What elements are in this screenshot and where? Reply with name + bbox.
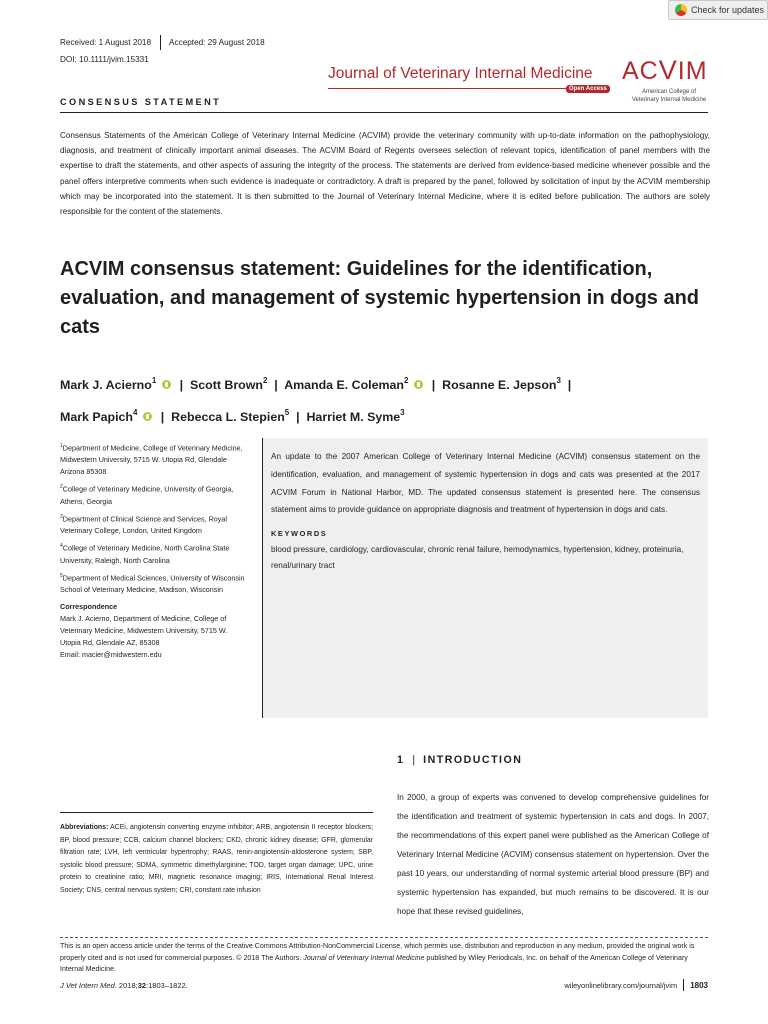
dates-divider [160,35,161,50]
received-date: Received: 1 August 2018 [60,38,152,47]
accepted-date: Accepted: 29 August 2018 [169,38,265,47]
abbreviations-label: Abbreviations: [60,824,109,831]
author-separator: | [560,378,579,392]
affiliation-text: Department of Clinical Science and Services, Royal Veterinary College, London, United Kingdom [60,514,227,536]
author-affiliation-marker: 1 [151,376,157,385]
orcid-icon[interactable] [414,380,423,389]
author-affiliation-marker: 5 [284,408,290,417]
doi[interactable]: DOI: 10.1111/jvim.15331 [60,55,149,64]
acvim-logo: ACVIM [622,55,708,85]
keywords-list: blood pressure, cardiology, cardiovascular, chronic renal failure, hemodynamics, hypertension, kidney, proteinuria, renal/urinary tract [271,545,684,571]
correspondence-heading: Correspondence [60,601,118,611]
correspondence-address: Mark J. Acierno, Department of Medicine, College of Veterinary Medicine, Midwestern University, 5715 W. Utopia Rd, Glendale AZ, 85308 [60,613,228,647]
author-name[interactable]: Amanda E. Coleman [284,378,404,392]
author-affiliation-marker: 2 [262,376,268,385]
journal-name: Journal of Veterinary Internal Medicine [328,65,593,82]
affiliation-item [60,481,245,507]
journal-underline [328,88,604,89]
abstract-box [262,438,708,718]
author-name[interactable]: Mark J. Acierno [60,378,152,392]
author-affiliation-marker: 3 [400,408,405,417]
author-affiliation-marker: 3 [556,376,561,385]
license-divider [60,937,708,938]
affiliation-number: 2 [60,484,63,491]
affiliation-text: Department of Medical Sciences, University of Wisconsin School of Veterinary Medicine, Madison, Wisconsin [60,572,245,594]
introduction-paragraph: In 2000, a group of experts was convened to develop comprehensive guidelines for the identification and treatment of systemic hypertension in cats and dogs. In 2007, the recommendations of this expert panel were published as the American College of Veterinary Internal Medicine (ACVIM) consensus statement on hypertension. Over the past 10 years, our understanding of normal systemic arterial blood pressure (BP) and systemic hypertension has expanded, but much remains to be discovered. It is our hope that these revised guidelines, [397,793,709,916]
keywords-heading: KEYWORDS [271,529,328,539]
author-name[interactable]: Rebecca L. Stepien [171,410,285,424]
author-separator: | [424,378,443,392]
author-affiliation-marker: 2 [404,376,409,385]
acvim-logo-subtitle: American College of Veterinary Internal Medicine [631,89,707,103]
affiliation-number: 4 [60,543,63,550]
abbreviations-footnote [60,822,373,898]
open-access-badge: Open Access [566,85,610,93]
affiliation-item [60,511,245,537]
correspondence-email[interactable]: Email: macier@midwestern.edu [60,649,162,659]
check-for-updates-button[interactable] [668,0,768,20]
header-divider [60,112,708,113]
page-number: 1803 [690,980,708,990]
author-name[interactable]: Rosanne E. Jepson [442,378,557,392]
author-separator: | [267,378,285,392]
license-notice: This is an open access article under the terms of the Creative Commons Attribution-NonCommercial License, which permits use, distribution and reproduction in any medium, provided the original work is properly cited and is not used for commercial purposes. © 2018 The Authors. Journal of Veterinary Internal Medicine published by Wiley Periodicals, Inc. on behalf of the American College of Veterinary Internal Medicine. [60,942,695,974]
author-name[interactable]: Harriet M. Syme [306,410,401,424]
abstract-text: An update to the 2007 American College of Veterinary Internal Medicine (ACVIM) consensus statement on the identification, evaluation, and management of systemic hypertension in dogs and cats was presented at the 2017 ACVIM Forum in National Harbor, MD. The updated consensus statement is presented here. The consensus statement aims to provide guidance on appropriate diagnosis and treatment of hypertension in dogs and cats. [271,452,700,515]
affiliation-item [60,440,245,478]
affiliation-text: Department of Medicine, College of Veterinary Medicine, Midwestern University, 5715 W. Utopia Rd, Glendale Arizona 85308 [60,443,243,477]
abbreviations-text: ACEi, angiotensin converting enzyme inhibitor; ARB, angiotensin II receptor blockers; BP, blood pressure; CCB, calcium channel blockers; CKD, chronic kidney disease; GFR, glomerular filtration rate; LVH, left ventricular hypertrophy; RAAS, renin-angiotensin-aldosterone system; SBP, systolic blood pressure; SDMA, symmetric dimethylarginine; TOD, target organ damage; UPC, urine protein to creatinine ratio; MRI, magnetic resonance imaging; IRIS, International Renal Interest Society; CNS, central nervous system; CRI, constant rate infusion [60,824,373,894]
section-heading-introduction: 1 | INTRODUCTION [397,754,523,766]
footer-divider [683,979,684,991]
consensus-intro-paragraph: Consensus Statements of the American College of Veterinary Internal Medicine (ACVIM) provide the veterinary community with up-to-date information on the pathophysiology, diagnosis, and treatment of clinically important animal diseases. The ACVIM Board of Regents oversees selection of relevant topics, identification of panel members with the expertise to draft the statements, and other aspects of assuring the integrity of the process. The statements are derived from evidence-based medicine whenever possible and the panel offers interpretive comments when such evidence is inadequate or contradictory. A draft is prepared by the panel, followed by solicitation of input by the ACVIM membership which may be incorporated into the statement. It is then submitted to the Journal of Veterinary Internal Medicine, where it is edited before publication. The authors are solely responsible for the content of the statements. [60,131,710,217]
article-dates [60,38,265,50]
article-title: ACVIM consensus statement: Guidelines for the identification, evaluation, and management of systemic hypertension in dogs and cats [60,258,700,338]
author-separator: | [172,378,190,392]
affiliation-text: College of Veterinary Medicine, North Carolina State University, Raleigh, North Carolina [60,543,230,565]
author-separator: | [153,410,172,424]
journal-website-link[interactable]: wileyonlinelibrary.com/journal/jvim [564,980,678,990]
author-name[interactable]: Scott Brown [189,378,263,392]
author-name[interactable]: Mark Papich [60,410,133,424]
affiliation-item [60,540,245,566]
affiliation-number: 5 [60,572,63,579]
check-for-updates-label: Check for updates [691,5,765,15]
affiliation-item [60,570,245,596]
author-separator: | [289,410,307,424]
orcid-icon[interactable] [143,412,152,421]
affiliation-number: 3 [60,513,63,520]
article-type-label: CONSENSUS STATEMENT [60,97,222,107]
orcid-icon[interactable] [162,380,171,389]
page-footer [60,979,708,991]
affiliation-number: 1 [60,443,63,449]
citation: J Vet Intern Med. 2018;32:1803–1822. [60,980,188,990]
author-affiliation-marker: 4 [133,408,138,417]
crossmark-icon [675,4,687,16]
author-list [60,367,720,431]
affiliations [60,440,245,661]
affiliation-text: College of Veterinary Medicine, University of Georgia, Athens, Georgia [60,484,234,506]
abbreviations-divider [60,812,373,813]
